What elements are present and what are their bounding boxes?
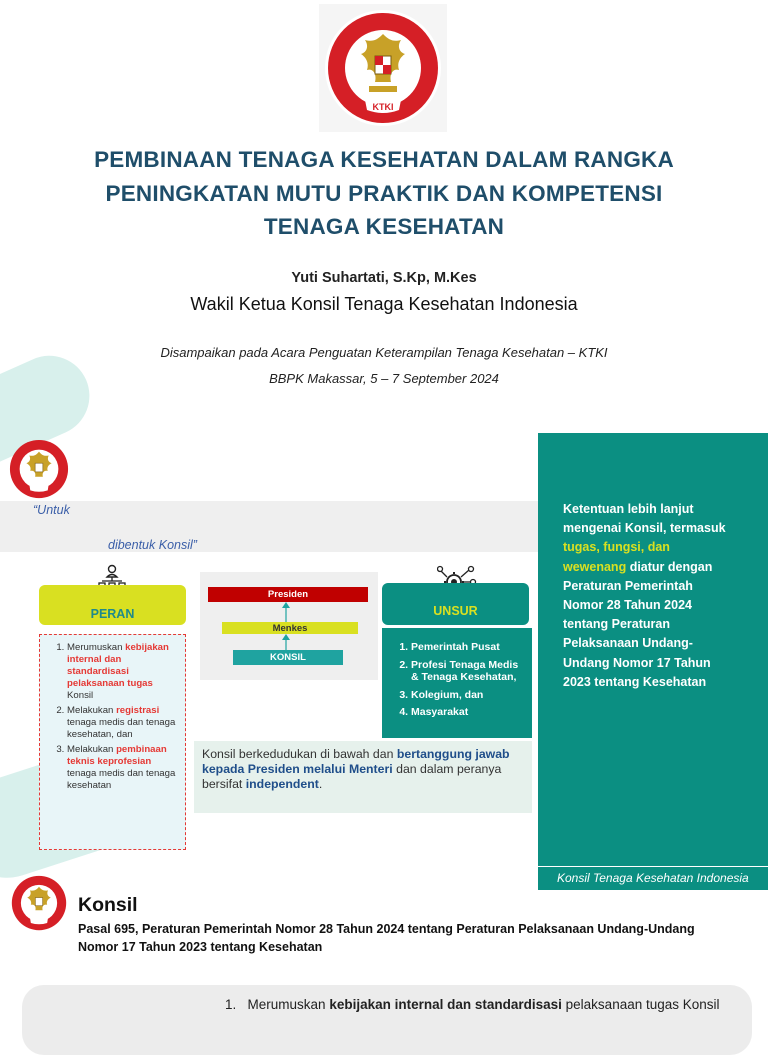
card-list-item: 1. Merumuskan kebijakan internal dan standardisasi pelaksanaan tugas Konsil — [225, 997, 720, 1012]
diagram-presiden: Presiden — [208, 587, 368, 602]
logo-ribbon-text: KTKI — [372, 102, 394, 112]
author-name: Yuti Suhartati, S.Kp, M.Kes — [291, 270, 477, 286]
unsur-list — [382, 628, 532, 738]
quote-band — [0, 501, 538, 552]
footer-text: Konsil Tenaga Kesehatan Indonesia — [557, 871, 749, 885]
presentation-title — [40, 143, 728, 244]
title-line: PENINGKATAN MUTU PRAKTIK DAN KOMPETENSI — [105, 180, 663, 206]
list-item: 4. Masyarakat — [411, 706, 528, 719]
event-description: Disampaikan pada Acara Penguatan Keterampilan Tenaga Kesehatan – KTKI — [160, 345, 608, 360]
kedudukan-note: Konsil berkedudukan di bawah dan bertanggung jawab kepada Presiden melalui Menteri dan dalam peranya bersifat independent. — [194, 741, 532, 813]
event-location-date: BBPK Makassar, 5 – 7 September 2024 — [269, 371, 499, 386]
arrow-up-icon — [281, 602, 291, 622]
peran-list — [39, 634, 186, 850]
list-item: 1. Pemerintah Pusat — [411, 641, 528, 654]
ktki-logo — [319, 4, 447, 132]
title-line: TENAGA KESEHATAN — [263, 214, 505, 239]
diagram-menkes: Menkes — [222, 622, 358, 634]
quote-text: dibentuk Konsil” — [108, 538, 197, 552]
legal-reference: Pasal 695, Peraturan Pemerintah Nomor 28 Tahun 2024 tentang Peraturan Pelaksanaan Undang-Undang Nomor 17 Tahun 2023 tentang Kesehatan — [78, 922, 695, 954]
list-item: 3. Kolegium, dan — [411, 689, 528, 702]
info-panel-text: Ketentuan lebih lanjut mengenai Konsil, termasuk tugas, fungsi, dan wewenang diatur dengan Peraturan Pemerintah Nomor 28 Tahun 2024 tentang Peraturan Pelaksanaan Undang-Undang Nomor 17 Tahun 2023 tentang Kesehatan — [563, 502, 726, 689]
author-role: Wakil Ketua Konsil Tenaga Kesehatan Indonesia — [190, 294, 578, 314]
title-line: PEMBINAAN TENAGA KESEHATAN DALAM RANGKA — [94, 147, 674, 172]
list-item: 1. Merumuskan kebijakan internal dan standardisasi pelaksanaan tugas Konsil — [67, 642, 181, 702]
list-item: 2. Melakukan registrasi tenaga medis dan tenaga kesehatan, dan — [67, 705, 181, 741]
peran-header: PERAN — [39, 585, 186, 625]
quote-text: “Untuk — [33, 503, 70, 517]
section-heading: Konsil — [78, 894, 138, 916]
ktki-logo — [10, 874, 68, 932]
arrow-up-icon — [281, 634, 291, 650]
unsur-header: UNSUR — [382, 583, 529, 625]
ktki-logo — [8, 438, 70, 500]
diagram-konsil: KONSIL — [233, 650, 343, 665]
list-item: 2. Profesi Tenaga Medis & Tenaga Kesehatan, — [411, 659, 528, 684]
list-item: 3. Melakukan pembinaan teknis keprofesian tenaga medis dan tenaga kesehatan — [67, 744, 181, 792]
